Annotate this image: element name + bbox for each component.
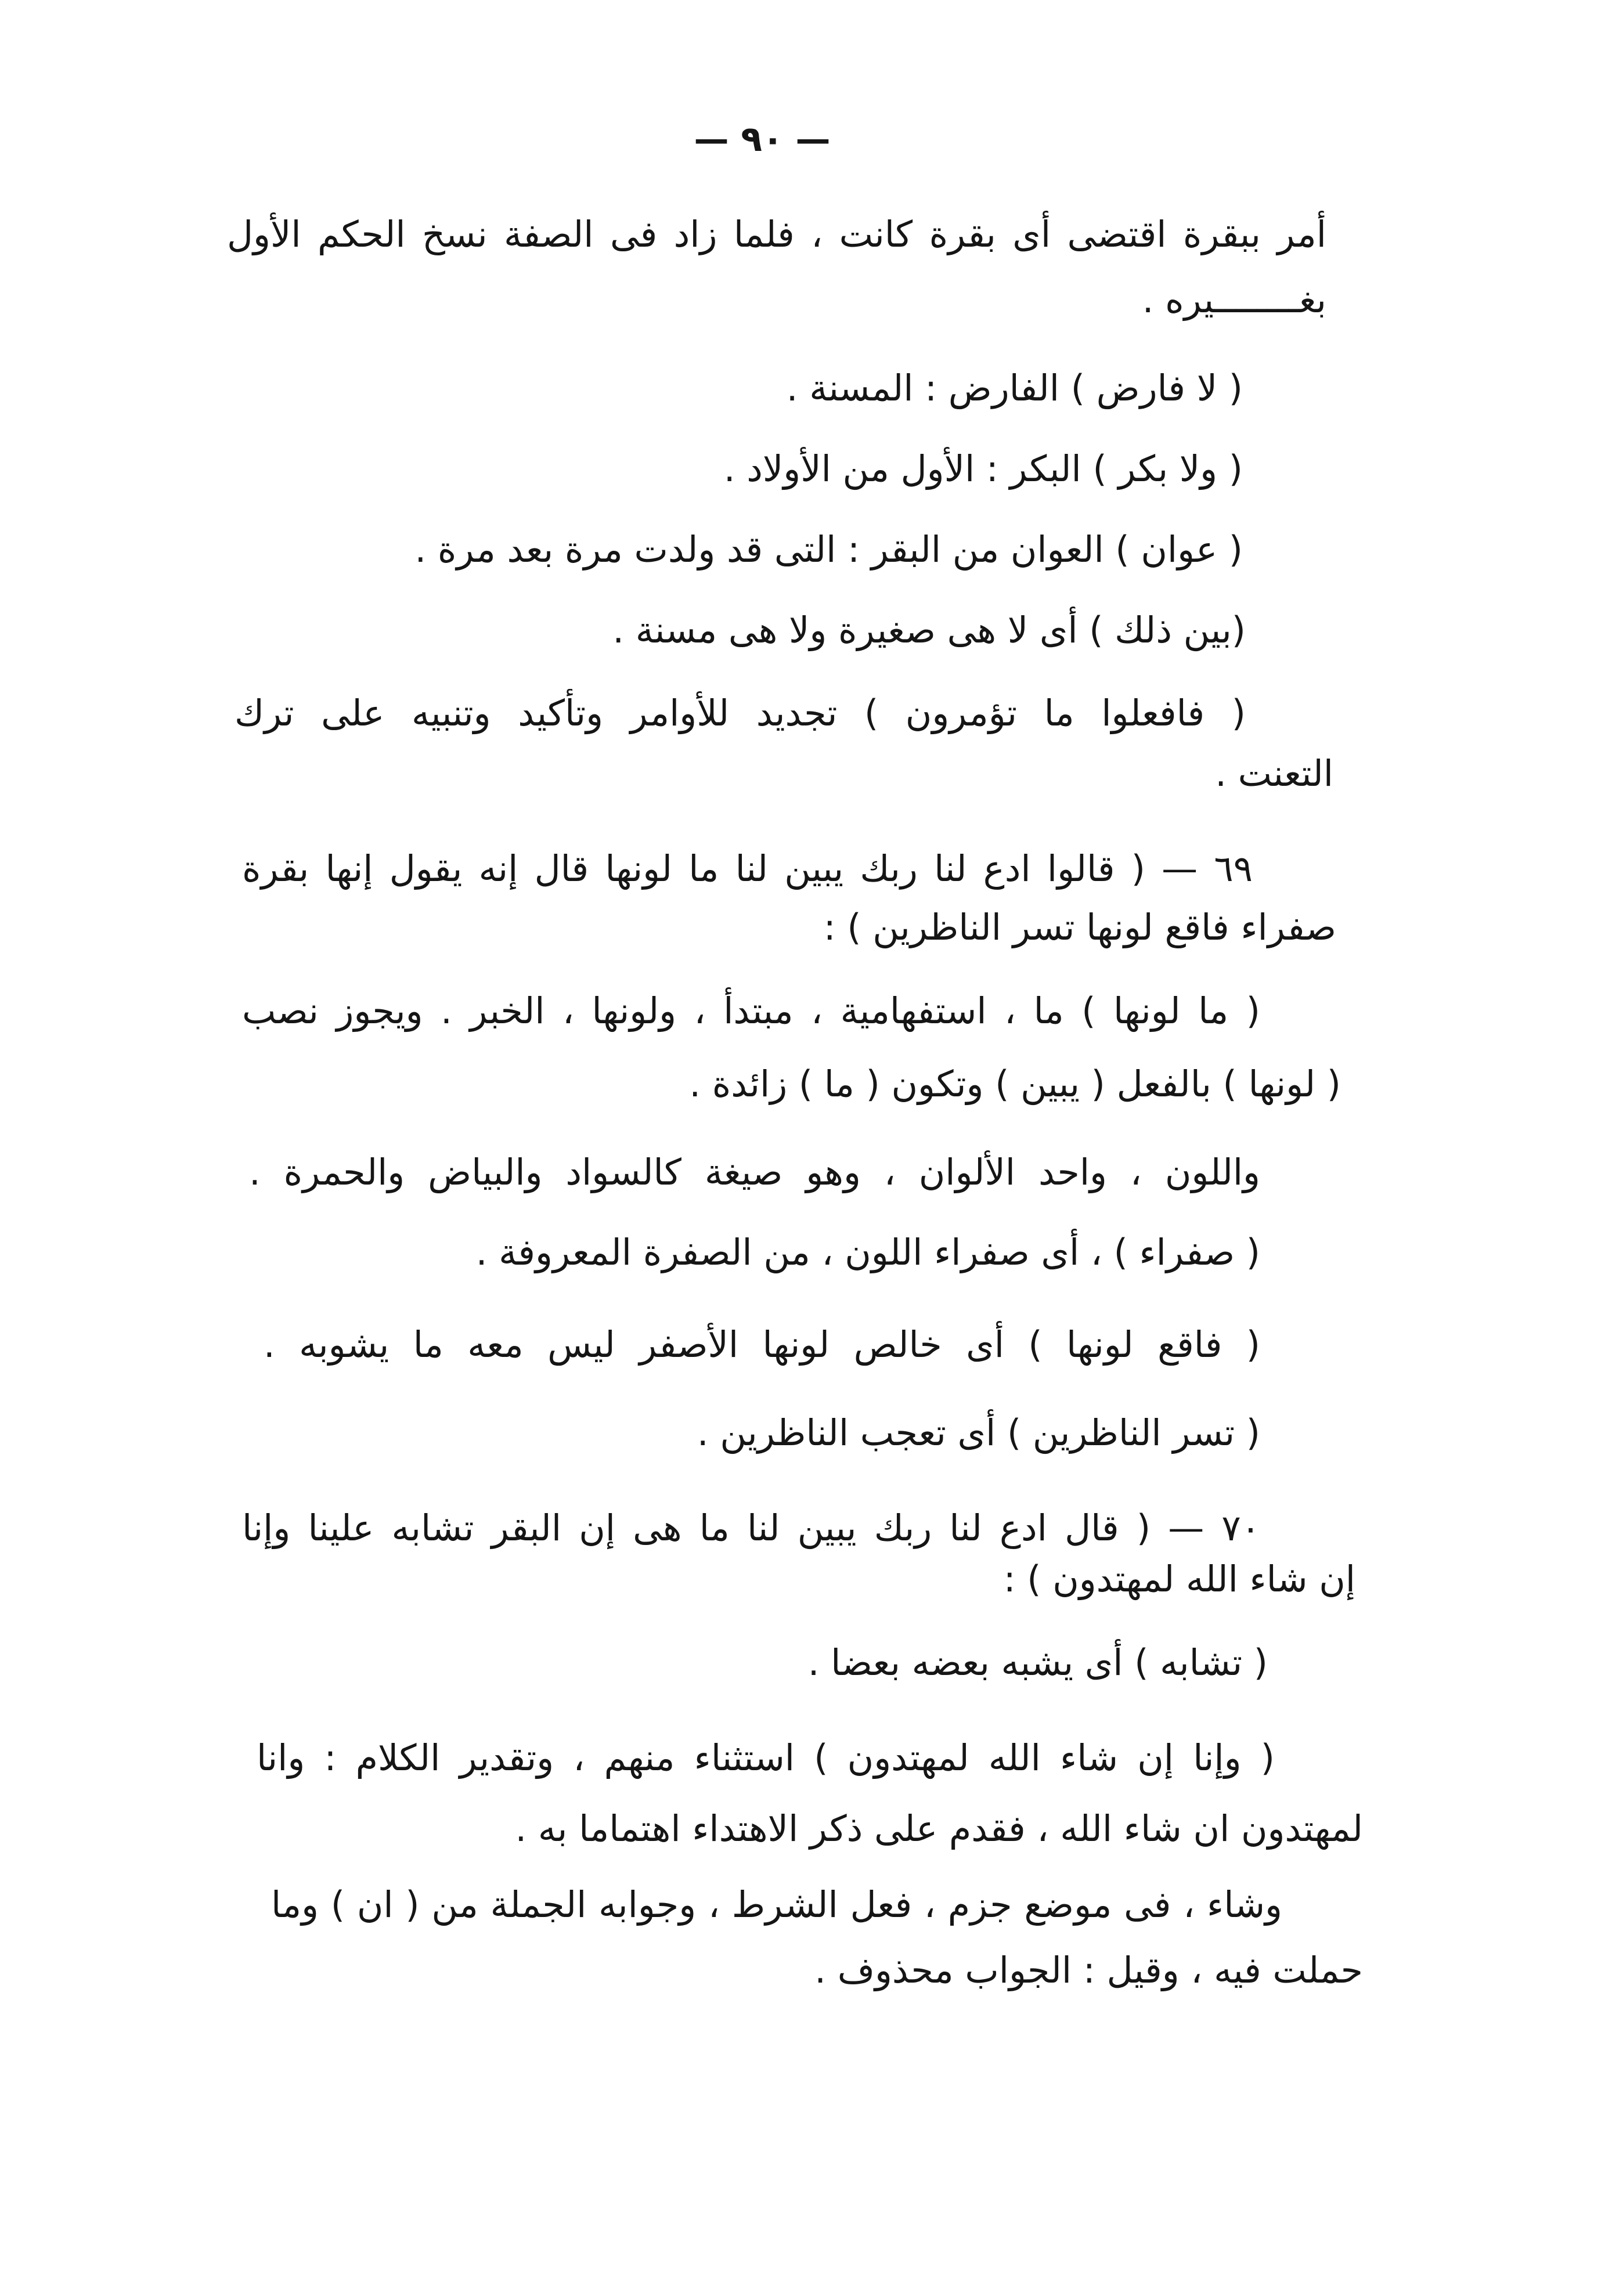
text-line: ٦٩ — ( قالوا ادع لنا ربك يبين لنا ما لونها قال إنه يقول إنها بقرة <box>242 847 1253 890</box>
text-line: إن شاء الله لمهتدون ) : <box>1003 1558 1355 1600</box>
text-line: حملت فيه ، وقيل : الجواب محذوف . <box>814 1949 1363 1991</box>
text-line: ( لونها ) بالفعل ( يبين ) وتكون ( ما ) زائدة . <box>689 1063 1341 1105</box>
text-line: ٧٠ — ( قال ادع لنا ربك يبين لنا ما هى إن البقر تشابه علينا وإنا <box>242 1507 1260 1549</box>
text-line: ( تشابه ) أى يشبه بعضه بعضا . <box>807 1641 1268 1684</box>
text-line: ( ولا بكر ) البكر : الأول من الأولاد . <box>723 447 1243 490</box>
text-line: ( صفراء ) ، أى صفراء اللون ، من الصفرة المعروفة . <box>475 1231 1260 1273</box>
text-line: ( تسر الناظرين ) أى تعجب الناظرين . <box>697 1411 1260 1454</box>
text-line: صفراء فاقع لونها تسر الناظرين ) : <box>823 906 1336 948</box>
text-line: ( فافعلوا ما تؤمرون ) تجديد للأوامر وتأكيد وتنبيه على ترك <box>235 692 1246 734</box>
text-line: واللون ، واحد الألوان ، وهو صيغة كالسواد والبياض والحمرة . <box>249 1151 1260 1193</box>
text-line: وشاء ، فى موضع جزم ، فعل الشرط ، وجوابه الجملة من ( ان ) وما <box>271 1883 1282 1926</box>
text-line: ( عوان ) العوان من البقر : التى قد ولدت مرة بعد مرة . <box>414 528 1243 571</box>
text-line: لمهتدون ان شاء الله ، فقدم على ذكر الاهتداء اهتماما به . <box>515 1807 1363 1850</box>
text-line: التعنت . <box>1215 752 1333 795</box>
page-number: — ٩٠ — <box>694 119 831 160</box>
text-line: ( فاقع لونها ) أى خالص لونها الأصفر ليس معه ما يشوبه . <box>264 1323 1260 1366</box>
text-line: ( ما لونها ) ما ، استفهامية ، مبتدأ ، ولونها ، الخبر . ويجوز نصب <box>242 990 1260 1032</box>
text-line: أمر ببقرة اقتضى أى بقرة كانت ، فلما زاد فى الصفة نسخ الحكم الأول <box>227 213 1326 255</box>
text-line: ( لا فارض ) الفارض : المسنة . <box>786 367 1243 409</box>
text-line: بغــــــــيره . <box>1142 279 1326 321</box>
text-line: (بين ذلك ) أى لا هى صغيرة ولا هى مسنة . <box>612 609 1246 651</box>
text-line: ( وإنا إن شاء الله لمهتدون ) استثناء منهم ، وتقدير الكلام : وانا <box>257 1737 1275 1779</box>
